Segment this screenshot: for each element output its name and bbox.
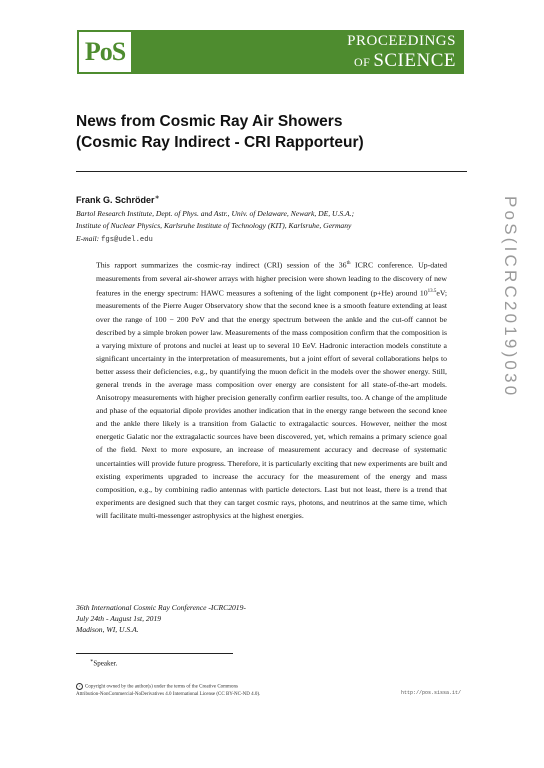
author-mark: ∗ [154, 195, 160, 201]
footnote [90, 658, 117, 667]
side-identifier: PoS(ICRC2019)030 [501, 196, 520, 399]
logo-science: SCIENCE [373, 50, 456, 71]
logo-of: OF [353, 55, 371, 69]
email-link[interactable]: fgs@udel.edu [101, 236, 153, 244]
cc-icon: c [76, 683, 83, 690]
author-name-text: Frank G. Schröder [76, 195, 155, 205]
logo-line-science [354, 51, 456, 70]
footnote-mark: ∗ [90, 659, 94, 664]
affiliation-2: Institute of Nuclear Physics, Karlsruhe Institute of Technology (KIT), Karlsruhe, Germany [76, 221, 352, 230]
pos-logo-mark [79, 32, 131, 72]
conference-line3: Madison, WI, U.S.A. [76, 625, 139, 634]
abstract-part-2: ICRC conference. Up-dated measurements from several air-shower arrays with higher precision were shown leading to the discovery of new features in the energy spectrum: HAWC measures a softening of the light component (p+He) around 10 [96, 260, 447, 298]
license-line1-text: Copyright owned by the author(s) under the terms of the Creative Commons [85, 684, 238, 690]
paper-title-line1: News from Cosmic Ray Air Showers [76, 113, 343, 130]
conference-line2: July 24th - August 1st, 2019 [76, 614, 162, 623]
pos-logo-mark-text: PoS [84, 37, 126, 66]
footnote-rule [76, 653, 233, 654]
email-label: E-mail: [76, 234, 100, 243]
license-line1 [76, 683, 356, 691]
pos-url[interactable]: http://pos.sissa.it/ [401, 690, 462, 696]
footnote-text: Speaker. [93, 659, 118, 668]
paper-title-line2: (Cosmic Ray Indirect - CRI Rapporteur) [76, 134, 364, 151]
title-rule [76, 171, 467, 172]
license-line2: Attribution-NonCommercial-NoDerivatives 4.0 International License (CC BY-NC-ND 4.0). [76, 691, 261, 697]
paper-title [76, 111, 436, 153]
abstract-part-1: This rapport summarizes the cosmic-ray indirect (CRI) session of the 36 [96, 260, 347, 270]
author-name [76, 194, 160, 205]
author-email [76, 234, 153, 244]
conference-line1: 36th International Cosmic Ray Conference -ICRC2019- [76, 603, 246, 612]
logo-line-proceedings: PROCEEDINGS [347, 33, 456, 49]
abstract-part-3: eV; measurements of the Pierre Auger Observatory show that the second knee is a smooth feature extending at least over the range of 100 − 200 PeV and that the energy spectrum between the ankle and the cut-off cannot be described by a simple broken power law. Measurements of the mass composition confirm that the composition is a varying mixture of protons and nuclei at least up to several 10 EeV. Hadronic interaction models constitute a significant uncertainty in the interpretation of measurements, but a joint effort of several collaborations helps to better assess their deficiencies, e.g., by quantifying the muon deficit in the models over the shower energy. Still, general trends in the average mass composition over energy are consistent for all state-of-the-art models. Anisotropy measurements with higher precision generally confirm earlier results, too. A change of the amplitude and phase of the equatorial dipole provides another indication that in the energy range between the second knee and the ankle there likely is a transition from Galactic to extragalactic sources. However, neither the most energetic Galatic nor the extragalactic sources have been discovered, yet, which remains a primary science goal of the field. Next to more exposure, an increase of measurement accuracy and decrease of systematic uncertainties will provide future progress. Therefore, it is particularly exciting that new experiments are built and existing experiments upgraded to increase the accuracy for the measurement of the energy and mass composition, e.g., by combining radio antennas with particle detectors. Last but not least, there is a trend that experiments are designed such that they can target cosmic rays, photons, and neutrinos at the same time, which will facilitate multi-messenger astrophysics at the highest energies. [96, 288, 447, 520]
pos-logo [77, 30, 464, 74]
abstract-sup-exp: 13.5 [427, 288, 437, 294]
conference-info [76, 602, 246, 635]
pos-logo-wordmark [131, 30, 464, 74]
abstract [96, 257, 447, 522]
affiliation-1: Bartol Research Institute, Dept. of Phys. and Astr., Univ. of Delaware, Newark, DE, U.S.A.; [76, 209, 355, 218]
abstract-sup-th: th [346, 261, 351, 266]
license-notice [76, 683, 356, 698]
